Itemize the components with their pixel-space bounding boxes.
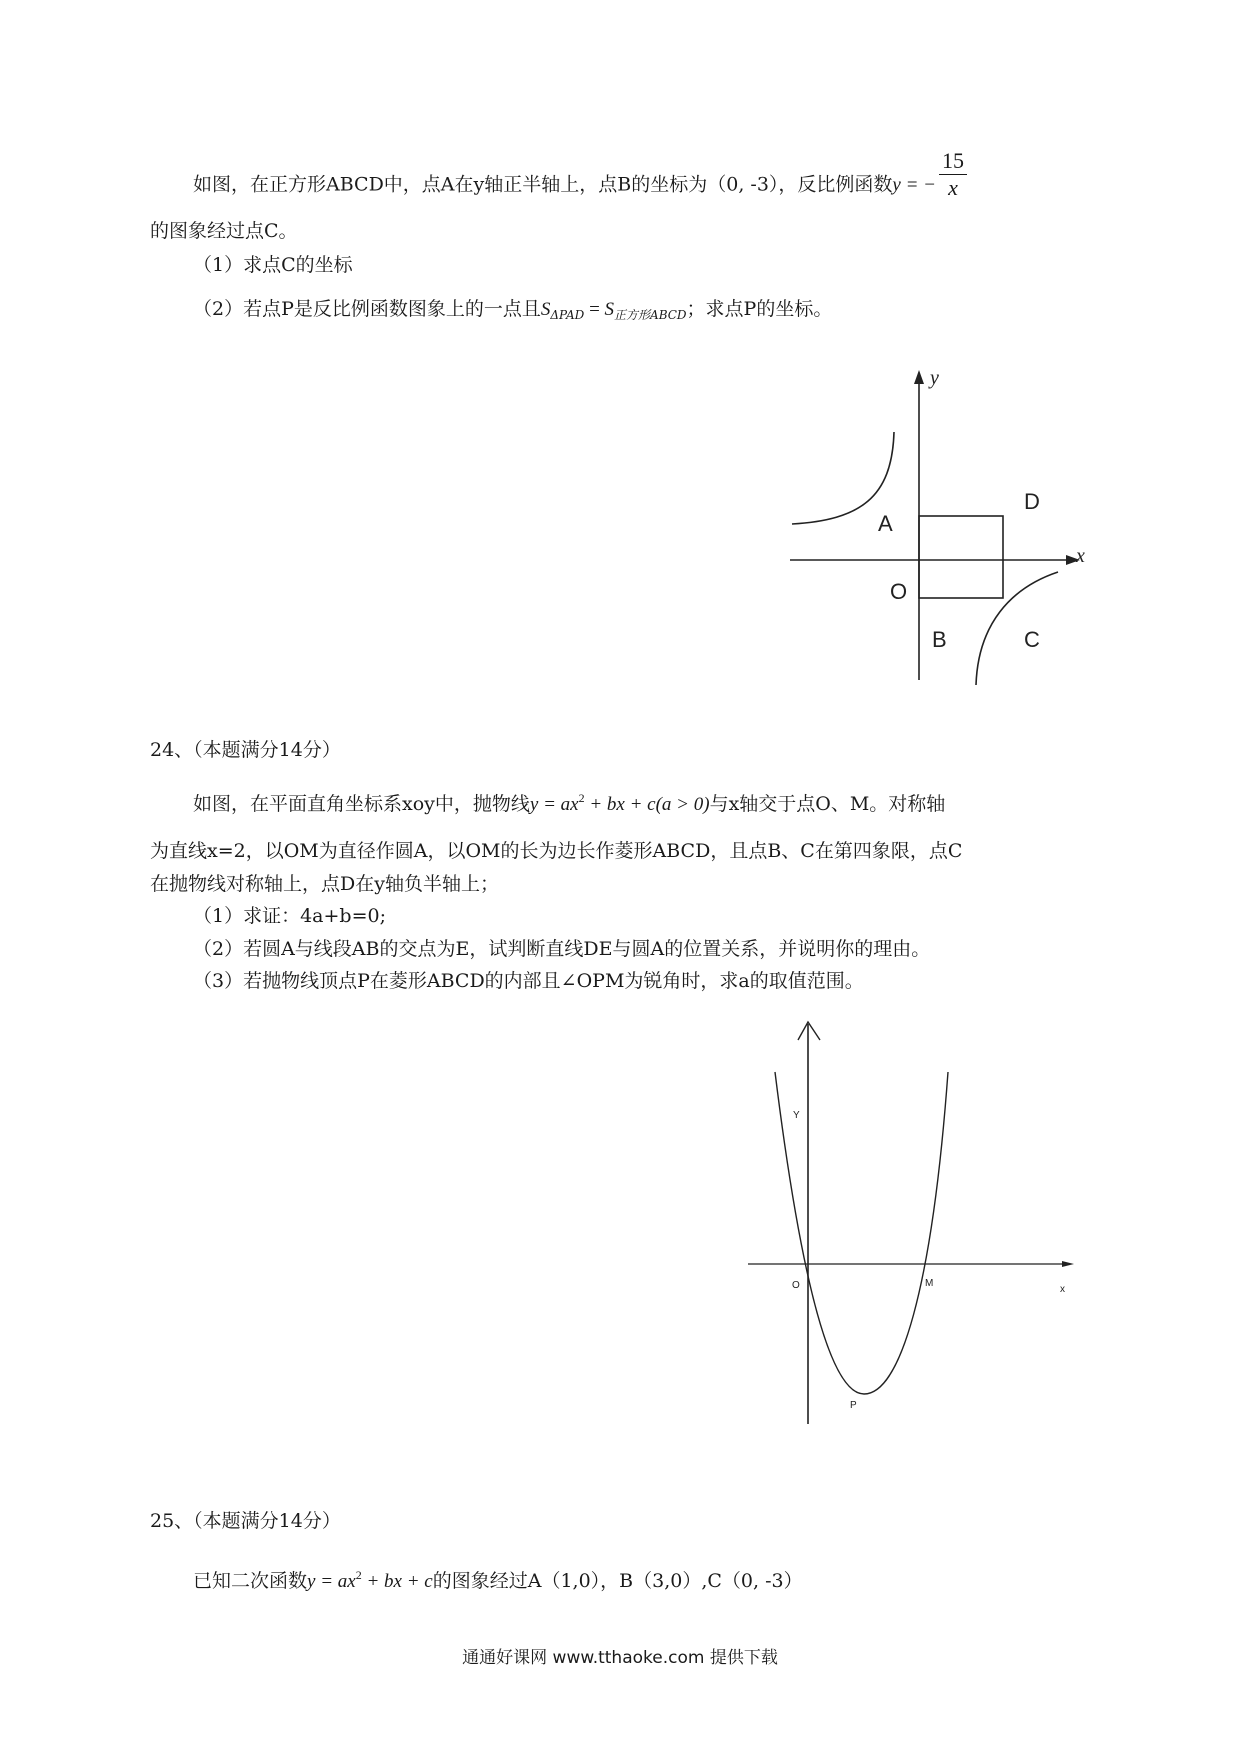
q24-intro-pre: 如图，在平面直角坐标系xoy中，抛物线 (193, 793, 530, 815)
q23-func-fraction (939, 150, 967, 199)
q23-hyperbola-lower-right (976, 572, 1058, 685)
q23-label-b: B (932, 627, 947, 652)
q24-line3: 在抛物线对称轴上，点D在y轴负半轴上； (150, 873, 499, 895)
q23-part1: （1）求点C的坐标 (193, 254, 353, 276)
q24-label-x: x (1060, 1284, 1065, 1295)
q24-label-m: M (925, 1278, 934, 1289)
q25-equation-rhs: + bx + c (361, 1571, 433, 1592)
q25-text-pre: 已知二次函数 (193, 1570, 308, 1592)
q24-label-p: P (850, 1400, 857, 1411)
q24-intro-line (193, 792, 945, 814)
q23-area-square: S (604, 299, 615, 320)
q24-part2: （2）若圆A与线段AB的交点为E，试判断直线DE与圆A的位置关系，并说明你的理由。 (193, 938, 931, 960)
q23-label-y: y (930, 367, 939, 389)
q23-label-o: O (890, 579, 908, 604)
q24-part3: （3）若抛物线顶点P在菱形ABCD的内部且∠OPM为锐角时，求a的取值范围。 (193, 970, 864, 992)
q24-y-axis-arrow (798, 1022, 820, 1040)
q24-intro-post: 与x轴交于点O、M。对称轴 (709, 793, 946, 815)
q23-func-denominator: x (948, 175, 958, 200)
q24-label-o: O (792, 1280, 800, 1291)
q25-text-post: 的图象经过A（1,0），B（3,0）,C（0, -3） (432, 1570, 803, 1592)
q23-y-axis-arrow (914, 370, 924, 384)
q23-func-numerator: 15 (939, 150, 967, 175)
q25-header: 25、（本题满分14分） (150, 1510, 341, 1532)
q23-part2-line (193, 300, 832, 321)
q23-part2-pre: （2）若点P是反比例函数图象上的一点且 (193, 298, 541, 320)
q23-part2-post: ；求点P的坐标。 (686, 298, 833, 320)
q24-label-y: Y (793, 1110, 800, 1121)
q23-area-triangle-sub: ΔPAD (550, 308, 585, 322)
q24-part1: （1）求证：4a+b=0; (193, 905, 386, 927)
q25-equation-lhs: y = ax (307, 1571, 356, 1592)
q24-header: 24、（本题满分14分） (150, 739, 341, 761)
q23-label-c: C (1024, 627, 1040, 652)
q23-label-d: D (1024, 489, 1040, 514)
q23-area-square-sub: 正方形ABCD (614, 308, 687, 322)
q24-equation-sup: 2 (578, 791, 585, 805)
q23-area-equals: = (584, 299, 605, 320)
q23-intro-continuation: 的图象经过点C。 (150, 220, 298, 242)
q25-equation-sup: 2 (355, 1568, 362, 1582)
q25-text-line (193, 1569, 803, 1591)
q24-figure (740, 1010, 1080, 1430)
q24-equation-rhs: + bx + c(a > 0) (584, 794, 710, 815)
q24-parabola (775, 1072, 948, 1394)
q23-intro-text: 如图，在正方形ABCD中，点A在y轴正半轴上，点B的坐标为（0, -3），反比例函数 (193, 173, 893, 196)
q23-figure (780, 367, 1100, 690)
q23-label-a: A (878, 511, 893, 536)
q24-equation-lhs: y = ax (529, 794, 579, 815)
q23-area-triangle: S (540, 299, 551, 320)
q23-label-x: x (1076, 545, 1085, 567)
q24-line2: 为直线x=2，以OM为直径作圆A，以OM的长为边长作菱形ABCD，且点B、C在第四象限，点C (150, 840, 963, 862)
q23-square (919, 516, 1003, 598)
q23-intro-line (193, 148, 967, 200)
q23-func-lhs: y = − (892, 174, 936, 196)
q24-x-axis-arrow (1062, 1261, 1074, 1267)
page-footer: 通通好课网 www.tthaoke.com 提供下载 (462, 1648, 778, 1668)
